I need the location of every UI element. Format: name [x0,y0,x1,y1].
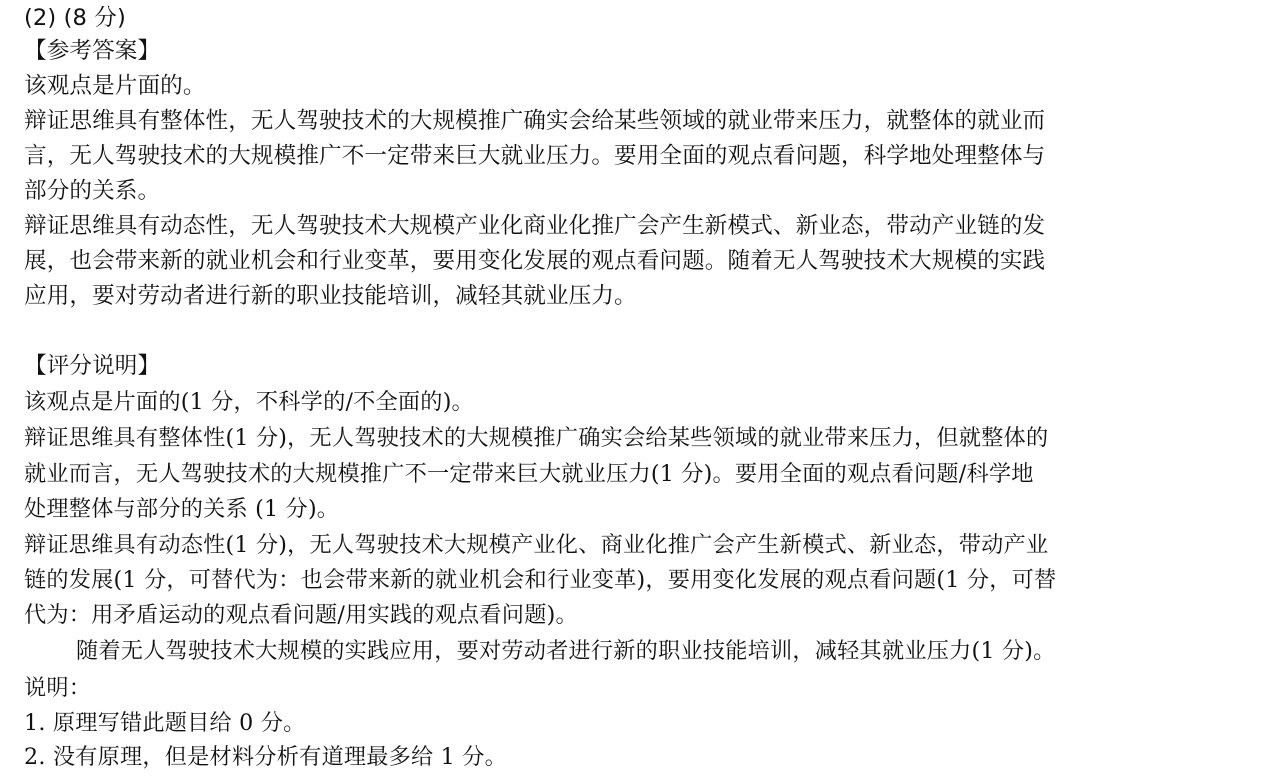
reference-answer-line: 该观点是片面的。 [24,73,206,99]
question-number: (2) (8 分) [24,5,126,31]
remarks-item: 1. 原理写错此题目给 0 分。 [24,710,306,736]
remarks-heading: 说明： [24,675,92,701]
scoring-notes-line: 随着无人驾驶技术大规模的实践应用，要对劳动者进行新的职业技能培训，减轻其就业压力(1 分)。 [76,638,1056,664]
scoring-notes-line: 该观点是片面的(1 分，不科学的/不全面的)。 [24,389,474,415]
scoring-notes-line: 链的发展(1 分，可替代为：也会带来新的就业机会和行业变革)，要用变化发展的观点看问题(1 分，可替 [24,567,1057,593]
reference-answer-line: 应用，要对劳动者进行新的职业技能培训，减轻其就业压力。 [24,283,637,309]
scoring-notes-line: 处理整体与部分的关系 (1 分)。 [24,496,340,522]
scoring-notes-line: 代为：用矛盾运动的观点看问题/用实践的观点看问题)。 [24,602,578,628]
reference-answer-line: 辩证思维具有整体性，无人驾驶技术的大规模推广确实会给某些领域的就业带来压力，就整体的就业而 [24,108,1046,134]
reference-answer-line: 辩证思维具有动态性，无人驾驶技术大规模产业化商业化推广会产生新模式、新业态，带动产业链的发 [24,213,1046,239]
reference-answer-line: 言，无人驾驶技术的大规模推广不一定带来巨大就业压力。要用全面的观点看问题，科学地处理整体与 [24,143,1046,169]
reference-answer-line: 部分的关系。 [24,178,161,204]
scoring-notes-heading: 【评分说明】 [24,353,161,379]
scoring-notes-line: 辩证思维具有动态性(1 分)，无人驾驶技术大规模产业化、商业化推广会产生新模式、新业态，带动产业 [24,532,1049,558]
remarks-item: 2. 没有原理，但是材料分析有道理最多给 1 分。 [24,744,508,770]
scoring-notes-line: 就业而言，无人驾驶技术的大规模推广不一定带来巨大就业压力(1 分)。要用全面的观点看问题/科学地 [24,461,1034,487]
reference-answer-line: 展，也会带来新的就业机会和行业变革，要用变化发展的观点看问题。随着无人驾驶技术大规模的实践 [24,248,1046,274]
scoring-notes-line: 辩证思维具有整体性(1 分)，无人驾驶技术的大规模推广确实会给某些领域的就业带来压力，但就整体的 [24,425,1049,451]
reference-answer-heading: 【参考答案】 [24,38,161,64]
